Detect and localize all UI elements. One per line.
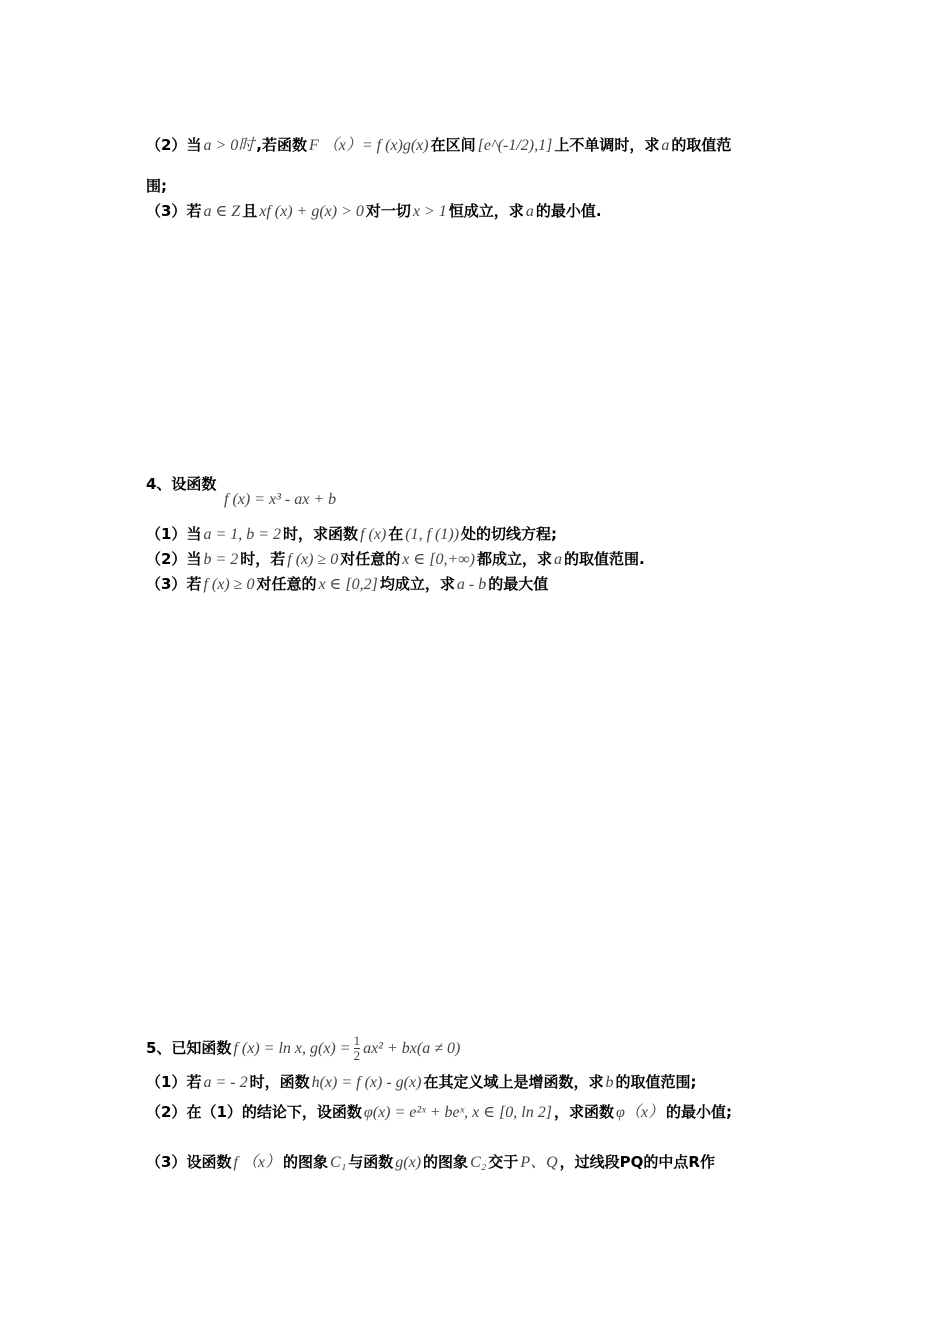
- math-expr: xf (x) + g(x) > 0: [259, 203, 364, 220]
- math-expr: ax² + bx(a ≠ 0): [363, 1040, 461, 1057]
- math-expr: φ(x) = e²ˣ + beˣ, x ∈ [0, ln 2]: [363, 1104, 552, 1121]
- math-expr: f (x) = ln x, g(x) =: [233, 1040, 351, 1057]
- part-label: （2）: [146, 550, 187, 568]
- math-expr: F （x）= f (x)g(x): [308, 137, 429, 154]
- q4-part3-line: （3）若 f (x) ≥ 0 对任意的 x ∈ [0,2] 均成立，求 a - b 的最大值: [146, 575, 549, 593]
- math-expr: a = - 2: [203, 1074, 248, 1091]
- q3-part2-line: （2）当 a > 0时 ,若函数 F （x）= f (x)g(x) 在区间 [e^(-1/2),1] 上不单调时，求 a 的取值范: [146, 136, 732, 154]
- part-label: （2）: [146, 136, 187, 154]
- part-label: （3）: [146, 575, 187, 593]
- q4-part2-line: （2）当 b = 2 时，若 f (x) ≥ 0 对任意的 x ∈ [0,+∞) 都成立，求 a 的取值范围.: [146, 550, 645, 568]
- math-expr: a: [553, 551, 562, 568]
- math-expr: a ∈ Z: [203, 203, 241, 220]
- question-title: 4、设函数: [146, 475, 217, 493]
- q5-part1-line: （1）若 a = - 2 时，函数 h(x) = f (x) - g(x) 在其定义域上是增函数，求 b 的取值范围;: [146, 1073, 697, 1091]
- q4-part1-line: （1）当 a = 1, b = 2 时，求函数 f (x) 在 (1, f (1)) 处的切线方程;: [146, 525, 558, 543]
- math-fraction: $\frac{1}{2}$: [353, 1033, 361, 1063]
- q5-part2-line: （2）在（1）的结论下，设函数 φ(x) = e²ˣ + beˣ, x ∈ [0, ln 2] ，求函数 φ（x） 的最小值;: [146, 1103, 732, 1121]
- math-expr: f (x) ≥ 0: [287, 551, 339, 568]
- part-label: （1）: [146, 525, 187, 543]
- math-expr: f (x) ≥ 0: [203, 576, 255, 593]
- q5-part3-line: （3）设函数 f （x） 的图象 C₁ 与函数 g(x) 的图象 C₂ 交于 P、Q ，过线段PQ的中点R作: [146, 1153, 715, 1171]
- math-expr: b: [605, 1074, 614, 1091]
- question-title: 5、已知函数: [146, 1039, 232, 1057]
- math-expr: x ∈ [0,2]: [318, 576, 378, 593]
- math-expr: f (x): [360, 526, 387, 543]
- math-expr: a > 0时: [203, 137, 255, 154]
- math-expr: g(x): [395, 1154, 422, 1171]
- math-expr: x ∈ [0,+∞): [402, 551, 475, 568]
- math-expr: C₂: [470, 1154, 487, 1171]
- math-expr: C₁: [330, 1154, 347, 1171]
- math-expr: f （x）: [233, 1154, 282, 1171]
- math-expr: a: [661, 137, 670, 154]
- math-expr: a: [525, 203, 534, 220]
- part-label: （3）: [146, 1153, 187, 1171]
- part-label: （2）: [146, 1103, 187, 1121]
- math-expr: a = 1, b = 2: [203, 526, 282, 543]
- math-expr: φ（x）: [615, 1104, 664, 1121]
- q3-part3-line: （3）若 a ∈ Z 且 xf (x) + g(x) > 0 对一切 x > 1 恒成立，求 a 的最小值.: [146, 202, 602, 220]
- q4-header: [146, 474, 216, 494]
- math-interval: [e^(-1/2),1]: [477, 137, 553, 154]
- math-expr: a - b: [456, 576, 487, 593]
- math-expr: P、Q: [520, 1154, 558, 1171]
- math-expr: h(x) = f (x) - g(x): [311, 1074, 422, 1091]
- math-expr: (1, f (1)): [405, 526, 460, 543]
- q5-header: [146, 1034, 462, 1063]
- math-expr: x > 1: [412, 203, 447, 220]
- q3-part2-line-cont: 围;: [146, 177, 167, 195]
- q4-function: [222, 489, 338, 510]
- math-expr: f (x) = x³ - ax + b: [224, 491, 337, 508]
- math-expr: b = 2: [203, 551, 239, 568]
- part-label: （3）: [146, 202, 187, 220]
- part-label: （1）: [146, 1073, 187, 1091]
